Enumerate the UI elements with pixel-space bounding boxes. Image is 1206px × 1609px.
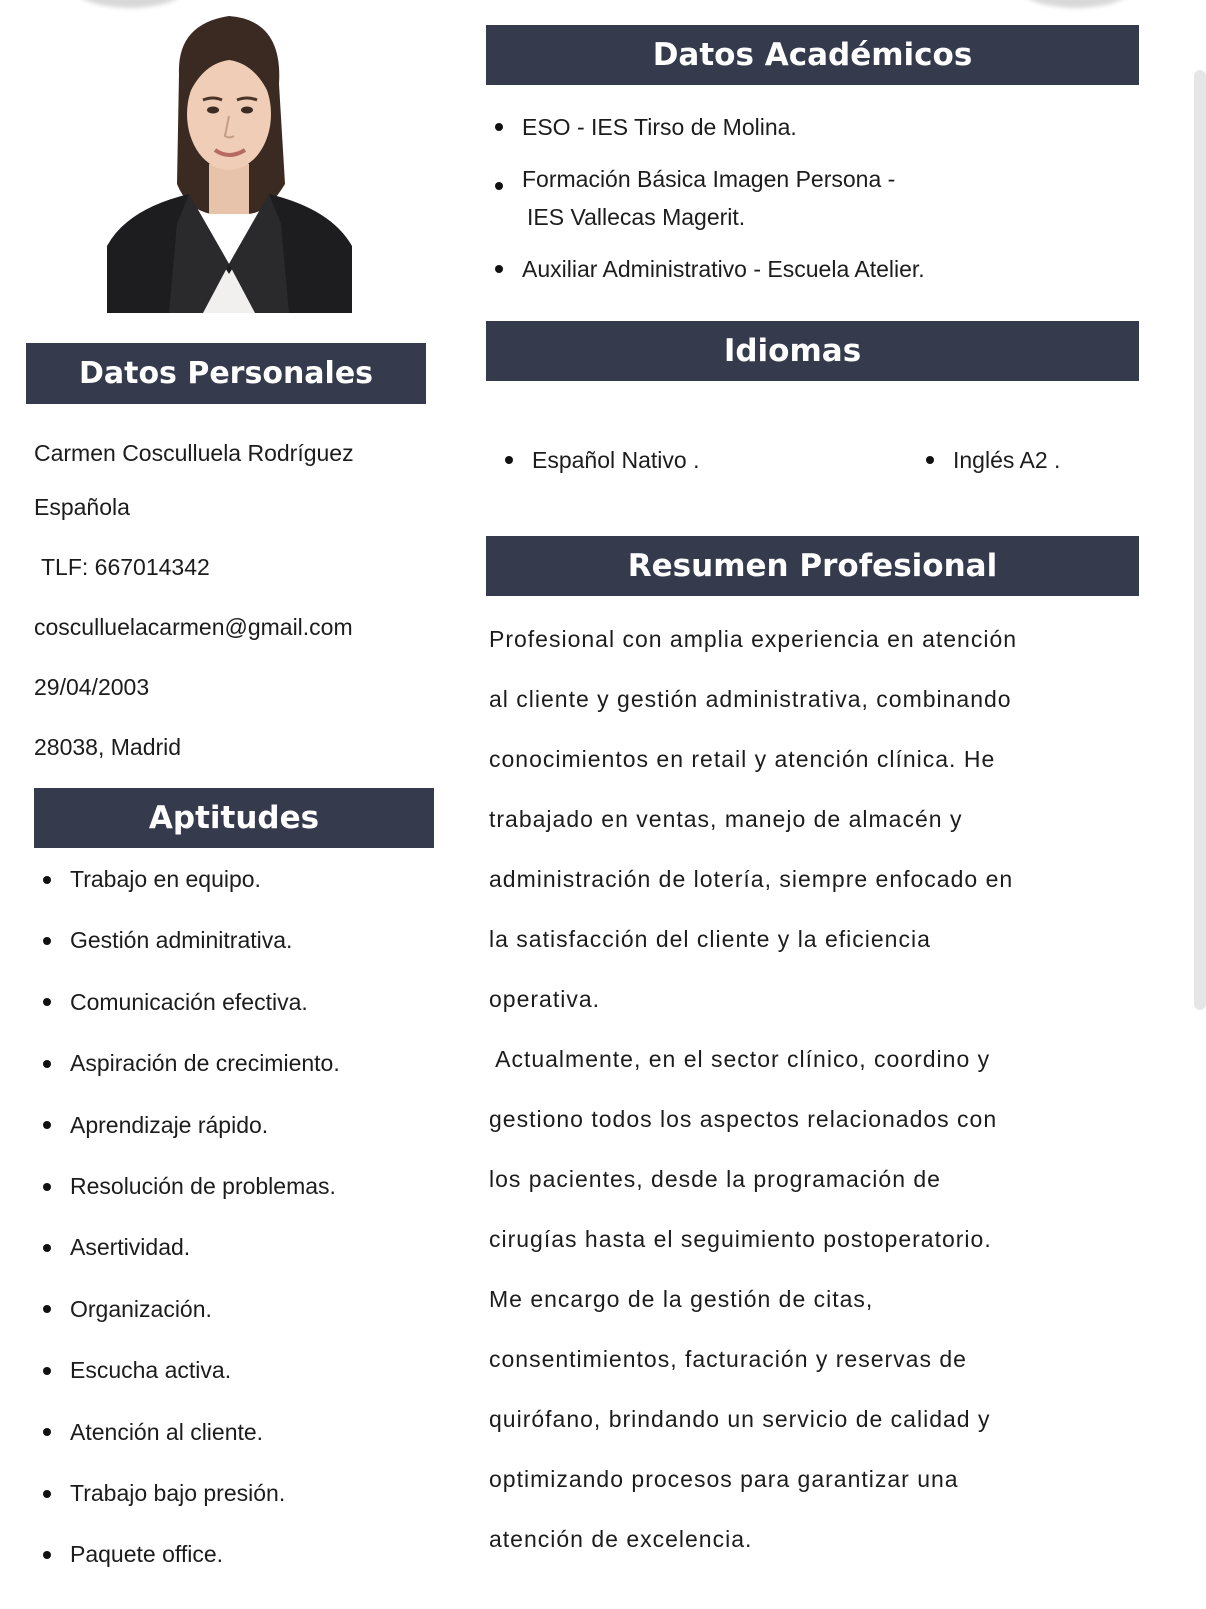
academic-item-text: ESO - IES Tirso de Molina. [522, 114, 797, 140]
academic-item [486, 250, 1136, 288]
aptitude-item: Asertividad. [34, 1217, 434, 1278]
section-banner-aptitudes [34, 788, 434, 848]
aptitude-item: Aspiración de crecimiento. [34, 1033, 434, 1094]
personal-data-list [34, 430, 434, 784]
aptitude-item: Escucha activa. [34, 1340, 434, 1401]
languages-list [496, 440, 1146, 480]
summary-line: consentimientos, facturación y reservas de [489, 1346, 967, 1372]
summary-line: administración de lotería, siempre enfocado en [489, 866, 1014, 892]
summary-line: los pacientes, desde la programación de [489, 1166, 941, 1192]
academic-list [486, 108, 1136, 302]
summary-line: conocimientos en retail y atención clínica. He [489, 746, 996, 772]
language-item: Español Nativo . [496, 440, 917, 480]
academic-item-text: Formación Básica Imagen Persona - [522, 166, 896, 192]
summary-line: trabajado en ventas, manejo de almacén y [489, 806, 963, 832]
aptitude-item: Aprendizaje rápido. [34, 1095, 434, 1156]
section-banner-idiomas [486, 321, 1139, 381]
summary-line: Profesional con amplia experiencia en atención [489, 626, 1018, 652]
section-title-datos-academicos: Datos Académicos [652, 37, 973, 73]
aptitude-item: Paquete office. [34, 1524, 434, 1585]
professional-summary [489, 609, 1149, 1569]
summary-line: atención de excelencia. [489, 1526, 753, 1552]
aptitude-item: Comunicación efectiva. [34, 972, 434, 1033]
page-corner-shadow-right [1016, 0, 1136, 8]
profile-photo-illustration [107, 14, 352, 313]
summary-line: al cliente y gestión administrativa, combinando [489, 686, 1012, 712]
academic-item [486, 108, 1136, 146]
summary-line: gestiono todos los aspectos relacionados con [489, 1106, 998, 1132]
aptitudes-list [34, 849, 434, 1586]
section-title-datos-personales: Datos Personales [78, 356, 374, 391]
academic-item [486, 160, 1136, 236]
section-title-aptitudes: Aptitudes [148, 800, 320, 836]
summary-line: cirugías hasta el seguimiento postoperatorio. [489, 1226, 992, 1252]
aptitude-item: Resolución de problemas. [34, 1156, 434, 1217]
personal-phone: TLF: 667014342 [41, 554, 210, 580]
section-title-idiomas: Idiomas [723, 333, 862, 369]
page-corner-shadow-left [70, 0, 190, 8]
section-banner-datos-academicos [486, 25, 1139, 85]
academic-item-text: Auxiliar Administrativo - Escuela Atelier. [522, 256, 925, 282]
aptitude-item: Trabajo en equipo. [34, 849, 434, 910]
summary-line: Me encargo de la gestión de citas, [489, 1286, 874, 1312]
section-banner-resumen-profesional [486, 536, 1139, 596]
personal-birthdate: 29/04/2003 [34, 674, 150, 700]
language-item: Inglés A2 . [917, 440, 1060, 480]
summary-line: Actualmente, en el sector clínico, coordino y [489, 1046, 991, 1072]
personal-name: Carmen Cosculluela Rodríguez [34, 440, 354, 466]
personal-nationality: Española [34, 494, 130, 520]
aptitude-item: Organización. [34, 1279, 434, 1340]
personal-email: cosculluelacarmen@gmail.com [34, 614, 353, 640]
summary-line: optimizando procesos para garantizar una [489, 1466, 959, 1492]
aptitude-item: Atención al cliente. [34, 1402, 434, 1463]
summary-line: la satisfacción del cliente y la eficiencia [489, 926, 931, 952]
aptitude-item: Trabajo bajo presión. [34, 1463, 434, 1524]
academic-item-text-continued: IES Vallecas Magerit. [527, 204, 746, 230]
section-title-resumen-profesional: Resumen Profesional [627, 548, 998, 584]
profile-photo [107, 14, 352, 313]
section-banner-datos-personales [26, 343, 426, 404]
summary-line: quirófano, brindando un servicio de calidad y [489, 1406, 991, 1432]
personal-location: 28038, Madrid [34, 734, 182, 760]
summary-line: operativa. [489, 986, 601, 1012]
scrollbar[interactable] [1194, 70, 1206, 1010]
aptitude-item: Gestión adminitrativa. [34, 910, 434, 971]
